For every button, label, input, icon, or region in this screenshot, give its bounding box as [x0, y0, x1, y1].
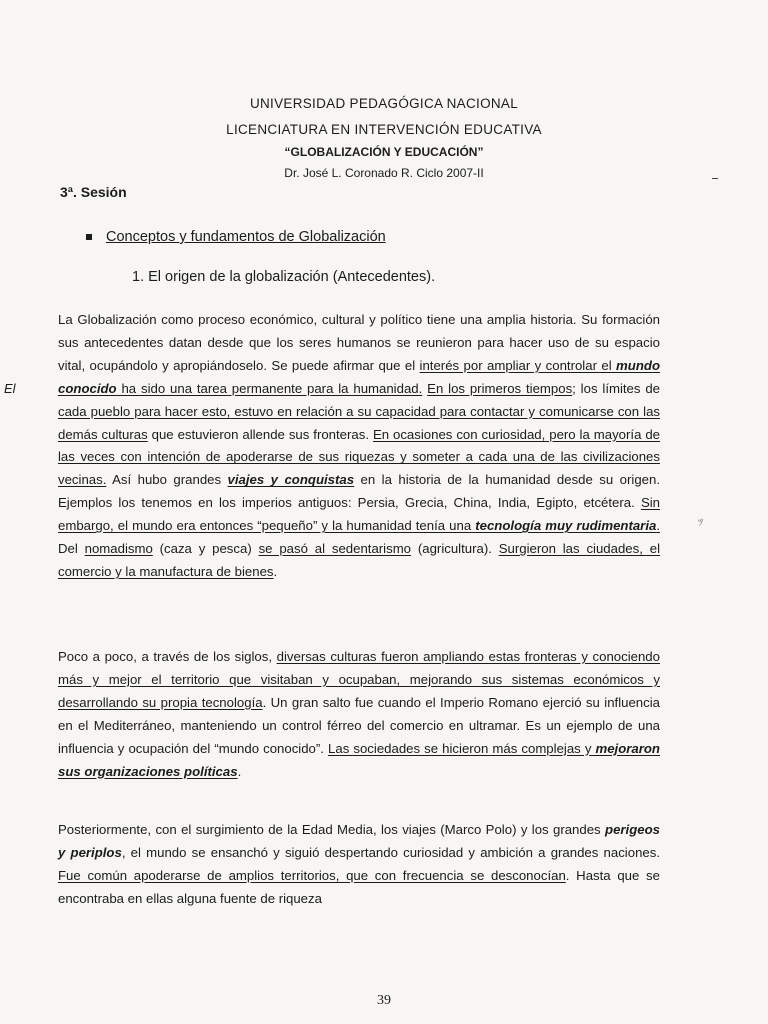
p1-text: en la historia de la humanidad desde su origen. Ejemplos los tenemos en los imperios antiguos: Persia, Grecia, China, India, Egipto, etcétera.	[58, 472, 660, 511]
p1-emphasis: viajes y conquistas	[227, 472, 355, 488]
session-label: 3ª. Sesión	[60, 184, 127, 200]
paragraph-3	[58, 819, 660, 911]
p1-underline: Surgieron las ciudades, el comercio y la manufactura de bienes	[58, 541, 660, 579]
bullet-icon	[86, 234, 92, 240]
p1-underline: .	[656, 518, 660, 534]
p1-underline: se pasó al sedentarismo	[258, 541, 412, 557]
p1-text: Del	[58, 541, 85, 557]
p2-underline: diversas culturas fueron ampliando estas fronteras y conociendo más y mejor el territorio que visitaban y ocupaban, mejorando sus sistemas económicos y desarrollando su propia tecnología	[58, 649, 660, 710]
p1-underline: interés por ampliar y controlar el	[419, 357, 617, 373]
p2-emphasis: mejoraron sus organizaciones políticas	[58, 740, 660, 779]
stray-mark: ﾂ	[698, 518, 703, 529]
p3-text: Posteriormente, con el surgimiento de la Edad Media, los viajes (Marco Polo) y los grandes	[58, 822, 606, 837]
p2-text: Poco a poco, a través de los siglos,	[58, 649, 277, 664]
section-number: 1.	[132, 269, 145, 285]
section-heading	[132, 269, 435, 285]
p1-underline: Sin embargo, el mundo era entonces “pequeño” y la humanidad tenía una	[58, 495, 660, 534]
p1-underline: cada pueblo para hacer esto, estuvo en relación a su capacidad para contactar y comunicarse con las demás culturas	[58, 403, 660, 442]
p1-underline: ha sido una tarea permanente para la humanidad.	[116, 380, 423, 396]
p2-text: . Un gran salto fue cuando el Imperio Romano ejerció su influencia en el Mediterráneo, manteniendo un control férreo del comercio en ultramar. Es un ejemplo de una influencia y ocupación del “mundo conocido”.	[58, 694, 660, 756]
p1-text: (agricultura).	[411, 541, 499, 557]
section-paren: (Antecedentes).	[332, 269, 436, 285]
p1-emphasis: tecnología muy rudimentaria	[475, 518, 657, 534]
university-title: UNIVERSIDAD PEDAGÓGICA NACIONAL	[249, 96, 519, 111]
p1-text: .	[273, 563, 278, 579]
p1-text: que estuvieron allende sus fronteras.	[147, 426, 373, 442]
bullet-heading-text: Conceptos y fundamentos de Globalización	[106, 229, 386, 245]
bullet-heading	[86, 229, 386, 245]
course-title: “GLOBALIZACIÓN Y EDUCACIÓN”	[284, 145, 484, 159]
p3-emphasis: perigeos y periplos	[58, 822, 660, 860]
p3-text: . Hasta que se encontraba en ellas alguna fuente de riqueza	[58, 867, 660, 906]
page-number: 39	[377, 993, 391, 1008]
p1-underline: En ocasiones con curiosidad, pero la mayoría de las veces con intención de apoderarse de sus riquezas y someter a cada una de las civilizaciones vecinas.	[58, 426, 661, 488]
p2-text: .	[237, 763, 242, 779]
paragraph-2	[58, 646, 660, 783]
section-title: El origen de la globalización	[148, 269, 329, 285]
p1-underline: nomadismo	[84, 541, 153, 557]
paragraph-1	[58, 309, 660, 584]
p3-text: , el mundo se ensanchó y siguió despertando curiosidad y ambición a grandes naciones.	[121, 844, 660, 860]
program-title: LICENCIATURA EN INTERVENCIÓN EDUCATIVA	[226, 122, 542, 137]
author-line: Dr. José L. Coronado R. Ciclo 2007-II	[284, 166, 484, 180]
p2-underline: Las sociedades se hicieron más complejas y	[328, 740, 596, 756]
p1-text: (caza y pesca)	[152, 541, 259, 557]
stray-dash	[712, 178, 718, 179]
p1-text: Así hubo grandes	[106, 472, 228, 488]
p1-text: La Globalización como proceso económico, cultural y político tiene una amplia historia. Su formación sus antecedentes datan desde que los seres humanos se reunieron para hacer uso de su espacio vital, ocupándolo y apropiándoselo. Se puede afirmar que el	[58, 312, 660, 373]
p1-text: ; los límites de	[572, 380, 661, 396]
p1-underline: En los primeros tiempos	[427, 380, 573, 396]
margin-handwritten-note: El	[4, 381, 16, 396]
p3-underline: Fue común apoderarse de amplios territorios, que con frecuencia se desconocían	[58, 867, 566, 883]
p1-emphasis: mundo conocido	[58, 357, 660, 396]
